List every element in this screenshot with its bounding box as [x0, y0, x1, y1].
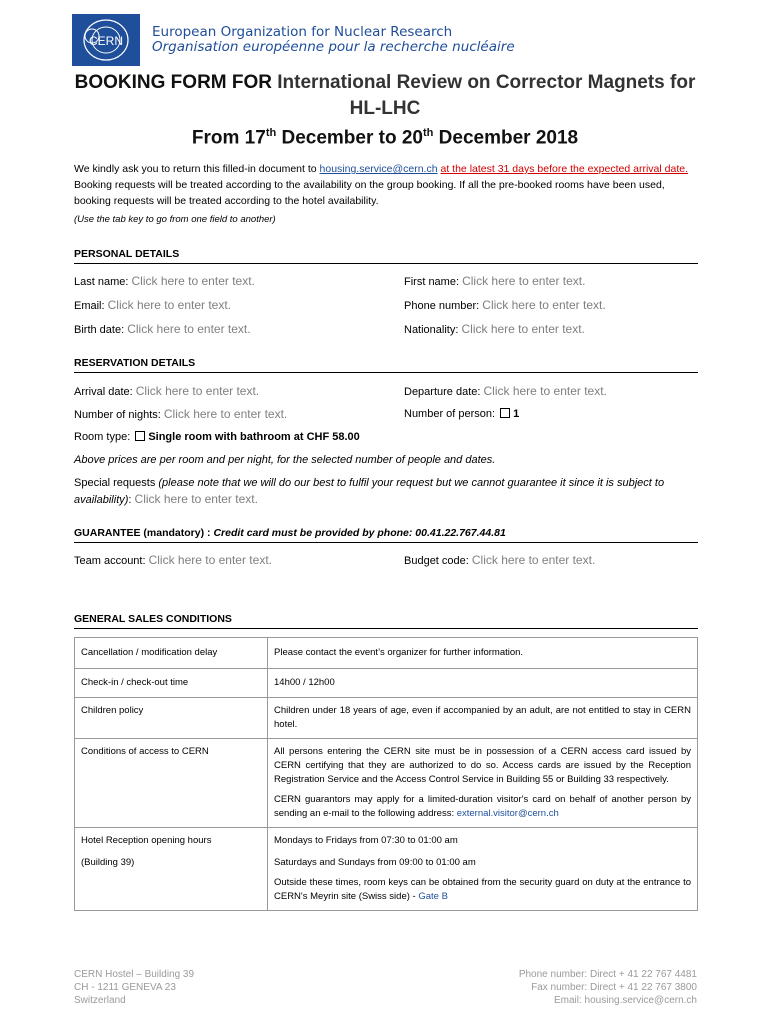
special-requests-field[interactable] [74, 475, 674, 508]
dates-end: December 2018 [433, 127, 579, 149]
deadline-text: at the latest 31 days before the expected arrival date. [440, 163, 688, 175]
table-row [75, 739, 698, 828]
persons-field[interactable] [404, 408, 519, 420]
persons-value: 1 [513, 408, 520, 420]
sup-th-1: th [265, 127, 277, 139]
reception-label-cell [75, 828, 268, 911]
checkin-text: 14h00 / 12h00 [268, 669, 698, 698]
birth-date-label: Birth date: [74, 324, 128, 336]
logo-text: CERN [88, 34, 124, 48]
departure-input[interactable]: Click here to enter text. [483, 384, 607, 398]
cancel-text: Please contact the event’s organizer for further information. [268, 638, 698, 669]
visitor-card-text: CERN guarantors may apply for a limited-duration visitor's card on behalf of another person by sending an e-mail to the following address: [274, 794, 691, 819]
arrival-date-field[interactable] [74, 384, 259, 398]
access-label: Conditions of access to CERN [75, 739, 268, 828]
special-requests-note: (please note that we will do our best to fulfil your request but we cannot guarantee it since it is subject to availability) [74, 477, 665, 506]
team-account-field[interactable] [74, 553, 272, 567]
event-name: International Review on Corrector Magnets for HL-LHC [277, 72, 696, 119]
sup-th-2: th [423, 127, 434, 139]
last-name-label: Last name: [74, 276, 132, 288]
departure-label: Departure date: [404, 386, 484, 398]
reception-cell [268, 828, 698, 911]
access-text-2 [274, 793, 691, 821]
nights-label: Number of nights: [74, 409, 164, 421]
phone-label: Phone number: [404, 300, 483, 312]
reception-outside [274, 876, 691, 904]
footer-contact [470, 968, 697, 1007]
team-account-label: Team account: [74, 555, 149, 567]
access-cell [268, 739, 698, 828]
budget-code-label: Budget code: [404, 555, 472, 567]
table-row [75, 669, 698, 698]
footer-fax: Fax number: Direct + 41 22 767 3800 [531, 982, 697, 993]
phone-field[interactable] [404, 298, 606, 312]
page-title [60, 70, 710, 122]
reception-weekdays: Mondays to Fridays from 07:30 to 01:00 am [274, 835, 458, 846]
first-name-input[interactable]: Click here to enter text. [462, 274, 586, 288]
personal-details-heading: PERSONAL DETAILS [74, 248, 698, 264]
intro-text-1: We kindly ask you to return this filled-in document to [74, 163, 320, 175]
access-text: All persons entering the CERN site must be in possession of a CERN access card issued by CERN certifying that they are authorized to do so. Access cards are issued by the Reception Registration Service and the Access Control Service in Building 55 or Building 33 respectively. [274, 746, 691, 785]
dates-from: From 17 [191, 127, 266, 149]
persons-checkbox[interactable] [500, 408, 510, 418]
intro-paragraph [74, 161, 699, 209]
nights-input[interactable]: Click here to enter text. [163, 407, 288, 421]
departure-date-field[interactable] [404, 384, 607, 398]
org-name-en: European Organization for Nuclear Research [152, 24, 453, 40]
phone-input[interactable]: Click here to enter text. [482, 298, 606, 312]
reception-weekend: Saturdays and Sundays from 09:00 to 01:00 am [274, 857, 476, 868]
reception-outside-text: Outside these times, room keys can be obtained from the security guard on duty at the entrance to CERN's Meyrin site (Swiss side) - [274, 877, 691, 902]
arrival-input[interactable]: Click here to enter text. [135, 384, 260, 398]
guarantee-label: GUARANTEE (mandatory) : [74, 527, 214, 539]
arrival-label: Arrival date: [74, 386, 136, 398]
checkin-label: Check-in / check-out time [75, 669, 268, 698]
reception-label: Hotel Reception opening hours [81, 835, 212, 846]
last-name-field[interactable] [74, 274, 255, 288]
table-row [75, 828, 698, 911]
title-prefix: BOOKING FORM FOR [74, 72, 278, 93]
housing-email-link[interactable]: housing.service@cern.ch [319, 163, 438, 175]
room-type-label: Room type: [74, 431, 134, 443]
last-name-input[interactable]: Click here to enter text. [131, 274, 255, 288]
nights-field[interactable] [74, 407, 287, 421]
children-label: Children policy [75, 698, 268, 739]
first-name-field[interactable] [404, 274, 585, 288]
guarantee-phone-note: Credit card must be provided by phone: 00.41.22.767.44.81 [213, 527, 506, 539]
footer-address [74, 968, 194, 1007]
sales-conditions-heading: GENERAL SALES CONDITIONS [74, 613, 698, 629]
footer-phone: Phone number: Direct + 41 22 767 4481 [518, 969, 697, 980]
footer-addr-2: CH - 1211 GENEVA 23 [74, 982, 176, 993]
footer-email[interactable]: Email: housing.service@cern.ch [554, 995, 697, 1006]
visitor-email-link[interactable]: external.visitor@cern.ch [456, 808, 559, 819]
price-note: Above prices are per room and per night, for the selected number of people and dates. [74, 454, 496, 466]
sales-conditions-table [74, 637, 698, 911]
special-requests-colon: : [128, 494, 135, 506]
table-row [75, 698, 698, 739]
budget-code-input[interactable]: Click here to enter text. [471, 553, 596, 567]
children-text: Children under 18 years of age, even if accompanied by an adult, are not entitled to stay in CERN hotel. [268, 698, 698, 739]
dates-mid: December to 20 [276, 127, 423, 149]
room-type-value: Single room with bathroom at CHF 58.00 [148, 431, 360, 443]
org-name-fr: Organisation européenne pour la recherche nucléaire [152, 39, 515, 55]
persons-label: Number of person: [404, 408, 499, 420]
cern-logo [72, 14, 140, 66]
footer-addr-1: CERN Hostel – Building 39 [74, 969, 195, 980]
intro-text-2: Booking requests will be treated according to the availability on the group booking. If all the pre-booked rooms have been used, booking requests will be treated according to the hotel availability. [74, 179, 665, 207]
tab-note: (Use the tab key to go from one field to another) [74, 214, 276, 225]
room-type-field[interactable] [74, 431, 360, 443]
room-type-checkbox[interactable] [135, 431, 145, 441]
email-field[interactable] [74, 298, 231, 312]
table-row [75, 638, 698, 669]
email-label: Email: [74, 300, 108, 312]
special-requests-label: Special requests [74, 477, 159, 489]
nationality-input[interactable]: Click here to enter text. [461, 322, 585, 336]
birth-date-input[interactable]: Click here to enter text. [127, 322, 251, 336]
footer-addr-3: Switzerland [74, 995, 126, 1006]
special-requests-input[interactable]: Click here to enter text. [134, 492, 258, 506]
nationality-label: Nationality: [404, 324, 462, 336]
team-account-input[interactable]: Click here to enter text. [148, 553, 272, 567]
reservation-details-heading: RESERVATION DETAILS [74, 357, 698, 373]
budget-code-field[interactable] [404, 553, 595, 567]
cancel-label: Cancellation / modification delay [75, 638, 268, 669]
first-name-label: First name: [404, 276, 463, 288]
email-input[interactable]: Click here to enter text. [107, 298, 232, 312]
nationality-field[interactable] [404, 322, 585, 336]
birth-date-field[interactable] [74, 322, 251, 336]
gate-b-link[interactable]: Gate B [418, 891, 448, 902]
reception-building: (Building 39) [81, 857, 135, 868]
event-dates [60, 127, 710, 149]
guarantee-heading [74, 527, 698, 543]
